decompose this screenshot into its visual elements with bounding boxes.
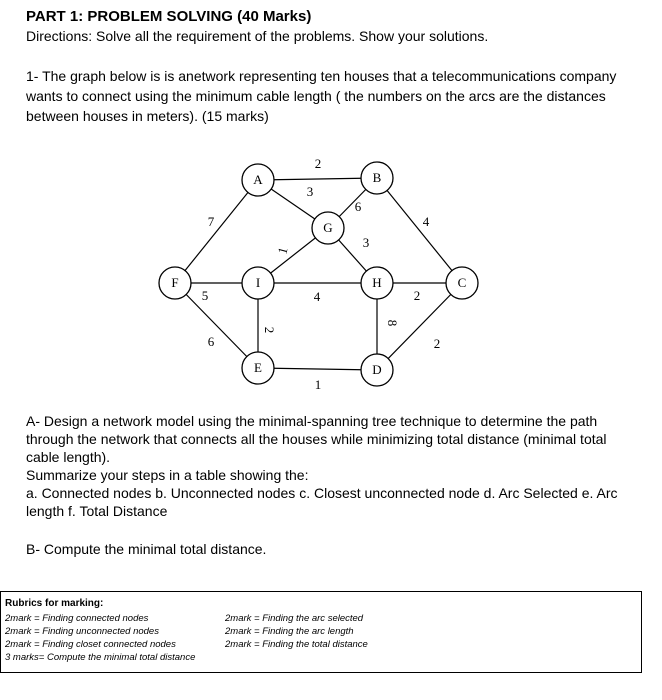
edge-weight-I-E: 2 [262,326,278,334]
edge-weight-A-B: 2 [314,155,322,171]
node-D [361,354,393,386]
rubric-right-column [225,612,368,651]
rubric-left-column [5,612,195,664]
node-G [312,212,344,244]
rubric-line: 2mark = Finding the arc selected [225,613,364,624]
page-title: PART 1: PROBLEM SOLVING (40 Marks) [26,8,312,25]
node-F [159,267,191,299]
rubric-box [0,591,642,673]
node-label-H: H [372,274,382,290]
edge-weight-F-I: 5 [201,287,209,303]
node-label-E: E [254,359,262,375]
part-a [26,412,626,520]
part-a-text: A- Design a network model using the minimal-spanning tree technique to determine the path through the network that connects all the houses while minimizing total distance (minimal total cable length). [26,413,607,465]
part-a-summary-items: a. Connected nodes b. Unconnected nodes c. Closest unconnected node d. Arc Selected e. Arc length f. Total Distance [26,485,618,519]
node-label-C: C [457,274,467,290]
edge-F-E [175,283,258,368]
rubric-title: Rubrics for marking: [5,598,104,609]
node-label-D: D [372,361,382,377]
edge-weight-I-H: 4 [313,288,321,304]
edge-B-C [377,178,462,283]
problem-statement: 1- The graph below is is anetwork representing ten houses that a telecommunications company wants to connect using the minimum cable length ( the numbers on the arcs are the distances between houses in meters). (15 marks) [26,68,617,124]
edge-E-D [258,368,377,370]
part-b-text: B- Compute the minimal total distance. [26,541,267,557]
node-label-B: B [372,169,382,185]
edge-weight-F-E: 6 [207,333,215,349]
edge-A-B [258,178,377,180]
edge-weight-B-G: 6 [354,198,362,214]
rubric-line: 3 marks= Compute the minimal total distance [5,652,196,663]
edge-weight-H-C: 2 [413,287,421,303]
edge-weight-E-D: 1 [314,376,322,392]
edge-weight-A-G: 3 [306,183,314,199]
node-label-G: G [323,219,333,235]
part-a-summary-intro: Summarize your steps in a table showing the: [26,467,309,483]
rubric-line: 2mark = Finding closet connected nodes [5,639,176,650]
node-H [361,267,393,299]
node-C [446,267,478,299]
node-label-F: F [171,274,179,290]
edge-weight-C-D: 2 [433,335,441,351]
rubric-line: 2mark = Finding the total distance [225,639,368,650]
node-I [242,267,274,299]
edge-weight-B-C: 4 [422,213,430,229]
node-E [242,352,274,384]
node-B [361,162,393,194]
directions-text: Directions: Solve all the requirement of the problems. Show your solutions. [26,28,489,44]
edge-weight-G-H: 3 [362,234,370,250]
node-A [242,164,274,196]
node-label-A: A [253,171,263,187]
rubric-line: 2mark = Finding unconnected nodes [5,626,159,637]
node-label-I: I [255,274,261,290]
edge-weight-H-D: 8 [385,319,401,327]
edge-weight-A-F: 7 [207,213,215,229]
edge-A-F [175,180,258,283]
edge-weight-G-I: 1 [274,245,291,256]
rubric-line: 2mark = Finding the arc length [225,626,354,637]
rubric-line: 2mark = Finding connected nodes [5,613,149,624]
